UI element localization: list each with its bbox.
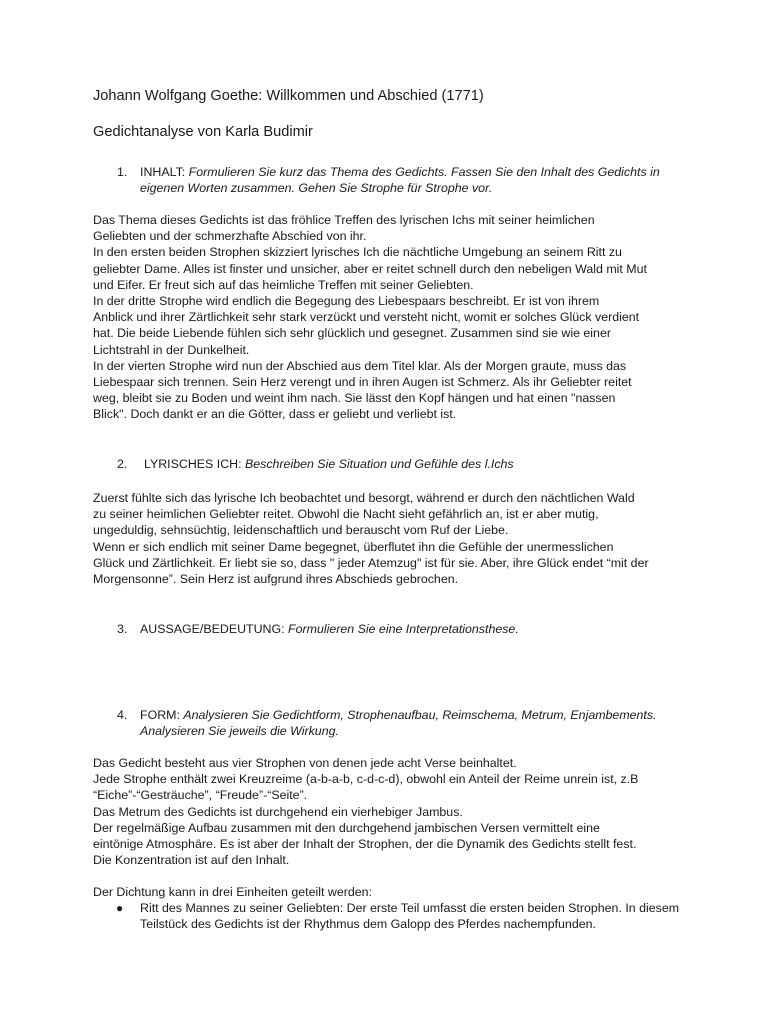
text-line: In der dritte Strophe wird endlich die Begegung des Liebespaars beschreibt. Er ist von ihrem xyxy=(93,294,600,309)
inhalt-paragraph xyxy=(93,212,678,423)
text-line: hat. Die beide Liebende fühlen sich sehr glücklich und gesegnet. Zusammen sind sie wie einer xyxy=(93,326,611,341)
text-line: Liebespaar sich trennen. Sein Herz verengt und in ihren Augen ist Schmerz. Als ihr Geliebter reitet xyxy=(93,375,632,390)
text-line: Die Konzentration ist auf den Inhalt. xyxy=(93,853,290,868)
text-line: Morgensonne”. Sein Herz ist aufgrund ihres Abschieds gebrochen. xyxy=(93,572,459,587)
text-line: In der vierten Strophe wird nun der Abschied aus dem Titel klar. Als der Morgen graute, muss das xyxy=(93,358,627,373)
text-line: “Eiche”-“Gesträuche”, “Freude”-“Seite”. xyxy=(93,788,308,803)
bullet-icon: ● xyxy=(116,901,124,915)
section-number: 1. xyxy=(117,165,128,179)
section-number: 2. xyxy=(117,457,128,471)
text-line: Lichtstrahl in der Dunkelheit. xyxy=(93,342,250,357)
section-heading-body xyxy=(140,621,670,637)
section-label: FORM: xyxy=(140,708,184,722)
text-line: Anblick und ihrer Zärtlichkeit sehr stark verzückt und versteht nicht, womit er solches Glück verdient xyxy=(93,310,640,325)
dichtung-intro: Der Dichtung kann in drei Einheiten geteilt werden: xyxy=(93,885,372,899)
text-line: ungeduldig, sehnsüchtig, leidenschaftlich und berauscht vom Ruf der Liebe. xyxy=(93,523,509,538)
text-line: Blick". Doch dankt er an die Götter, dass er geliebt und verliebt ist. xyxy=(93,407,457,422)
text-line: eintönige Atmosphäre. Es ist aber der Inhalt der Strophen, der die Dynamik des Gedichts stellt fest. xyxy=(93,837,637,852)
form-paragraph xyxy=(93,755,678,868)
text-line: Der regelmäßige Aufbau zusammen mit den durchgehend jambischen Versen vermittelt eine xyxy=(93,820,600,835)
text-line: weg, bleibt sie zu Boden und weint ihm nach. Sie lässt den Kopf hängen und hat einen "nassen xyxy=(93,391,616,406)
section-number: 3. xyxy=(117,622,128,636)
lyrisches-ich-paragraph xyxy=(93,490,678,587)
text-line: Jede Strophe enthält zwei Kreuzreime (a-b-a-b, c-d-c-d), obwohl ein Anteil der Reime unrein ist, z.B xyxy=(93,772,639,787)
text-line: Wenn er sich endlich mit seiner Dame begegnet, überflutet ihn die Gefühle der unermesslichen xyxy=(93,539,614,554)
text-line: Das Metrum des Gedichts ist durchgehend ein vierhebiger Jambus. xyxy=(93,804,463,819)
section-instruction: Formulieren Sie eine Interpretationsthese. xyxy=(288,622,519,636)
section-label: AUSSAGE/BEDEUTUNG: xyxy=(140,622,289,636)
text-line: zu seiner heimlichen Geliebter reitet. Obwohl die Nacht sieht gefährlich an, ist er aber mutig, xyxy=(93,507,599,522)
text-line: In den ersten beiden Strophen skizziert lyrisches Ich die nächtliche Umgebung an seinem Ritt zu xyxy=(93,245,622,260)
section-label: INHALT: xyxy=(140,165,189,179)
section-number: 4. xyxy=(117,708,128,722)
section-instruction: Beschreiben Sie Situation und Gefühle des l.Ichs xyxy=(244,457,514,471)
section-heading-body xyxy=(140,164,670,196)
section-heading-body xyxy=(140,707,670,739)
text-line: Das Gedicht besteht aus vier Strophen von denen jede acht Verse beinhaltet. xyxy=(93,756,517,770)
text-line: Zuerst fühlte sich das lyrische Ich beobachtet und besorgt, während er durch den nächtlichen Wald xyxy=(93,491,635,505)
section-heading-body xyxy=(144,456,674,472)
section-instruction: Formulieren Sie kurz das Thema des Gedichts. Fassen Sie den Inhalt des Gedichts in eigenen Worten zusammen. Gehen Sie Strophe für Strophe vor. xyxy=(140,165,660,195)
text-line: Glück und Zärtlichkeit. Er liebt sie so, dass " jeder Atemzug" ist für sie. Aber, ihre Glück endet “mit der xyxy=(93,555,649,570)
document-title: Johann Wolfgang Goethe: Willkommen und Abschied (1771) xyxy=(93,88,484,104)
text-line: Geliebten und der schmerzhafte Abschied von ihr. xyxy=(93,229,367,244)
bullet-text: Ritt des Mannes zu seiner Geliebten: Der erste Teil umfasst die ersten beiden Strophen. In diesem Teilstück des Gedichts ist der Rhythmus dem Galopp des Pferdes nachempfunden. xyxy=(140,901,680,932)
text-line: geliebter Dame. Alles ist finster und unsicher, aber er reitet schnell durch den nebeligen Wald mit Mut xyxy=(93,261,647,276)
section-label: LYRISCHES ICH: xyxy=(144,457,245,471)
text-line: und Eifer. Er freut sich auf das heimliche Treffen mit seiner Geliebten. xyxy=(93,277,474,292)
section-instruction: Analysieren Sie Gedichtform, Strophenaufbau, Reimschema, Metrum, Enjambements. Analysieren Sie jeweils die Wirkung. xyxy=(140,708,657,738)
document-subtitle: Gedichtanalyse von Karla Budimir xyxy=(93,124,313,140)
text-line: Das Thema dieses Gedichts ist das fröhlice Treffen des lyrischen Ichs mit seiner heimlichen xyxy=(93,213,595,227)
